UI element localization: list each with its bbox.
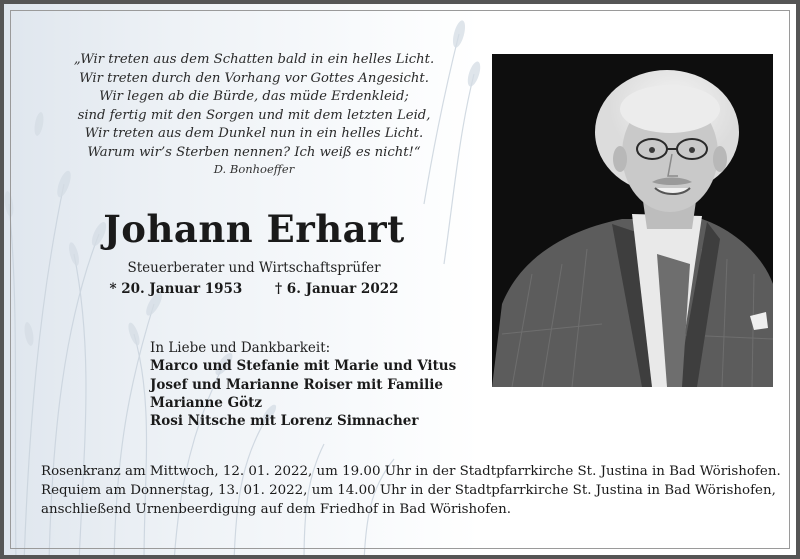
burial-info: anschließend Urnenbeerdigung auf dem Friedhof in Bad Wörishofen. bbox=[41, 502, 511, 517]
deceased-name: Johann Erhart bbox=[103, 207, 405, 251]
quote-line: Wir legen ab die Bürde, das müde Erdenkleid; bbox=[99, 89, 409, 105]
mourners-list bbox=[150, 339, 480, 430]
mourners-intro: In Liebe und Dankbarkeit: bbox=[150, 340, 331, 356]
deceased-profession: Steuerberater und Wirtschaftsprüfer bbox=[127, 260, 381, 276]
quote-line: Wir treten durch den Vorhang vor Gottes Angesicht. bbox=[79, 70, 429, 86]
death-date: † 6. Januar 2022 bbox=[275, 281, 399, 297]
quote-line: sind fertig mit den Sorgen und mit dem letzten Leid, bbox=[77, 107, 431, 123]
quote-author: D. Bonhoeffer bbox=[213, 162, 295, 176]
mourner-name: Marianne Götz bbox=[150, 394, 263, 411]
birth-date: * 20. Januar 1953 bbox=[109, 281, 243, 297]
portrait-photo bbox=[492, 54, 773, 387]
bonhoeffer-quote bbox=[34, 51, 474, 163]
quote-line: Wir treten aus dem Dunkel nun in ein helles Licht. bbox=[84, 126, 424, 142]
life-dates bbox=[34, 281, 474, 297]
quote-line: Warum wir’s Sterben nennen? Ich weiß es nicht!“ bbox=[87, 144, 421, 160]
mourner-name: Marco und Stefanie mit Marie und Vitus bbox=[150, 358, 457, 375]
mourner-name: Josef und Marianne Roiser mit Familie bbox=[150, 376, 444, 393]
rosary-info: Rosenkranz am Mittwoch, 12. 01. 2022, um 19.00 Uhr in der Stadtpfarrkirche St. Justina in Bad Wörishofen. bbox=[41, 464, 781, 479]
mourner-name: Rosi Nitsche mit Lorenz Simnacher bbox=[150, 413, 419, 430]
service-information bbox=[41, 462, 781, 519]
requiem-info: Requiem am Donnerstag, 13. 01. 2022, um 14.00 Uhr in der Stadtpfarrkirche St. Justina in Bad Wörishofen, bbox=[41, 483, 776, 498]
quote-line: „Wir treten aus dem Schatten bald in ein helles Licht. bbox=[73, 52, 435, 67]
portrait-illustration bbox=[492, 54, 773, 387]
